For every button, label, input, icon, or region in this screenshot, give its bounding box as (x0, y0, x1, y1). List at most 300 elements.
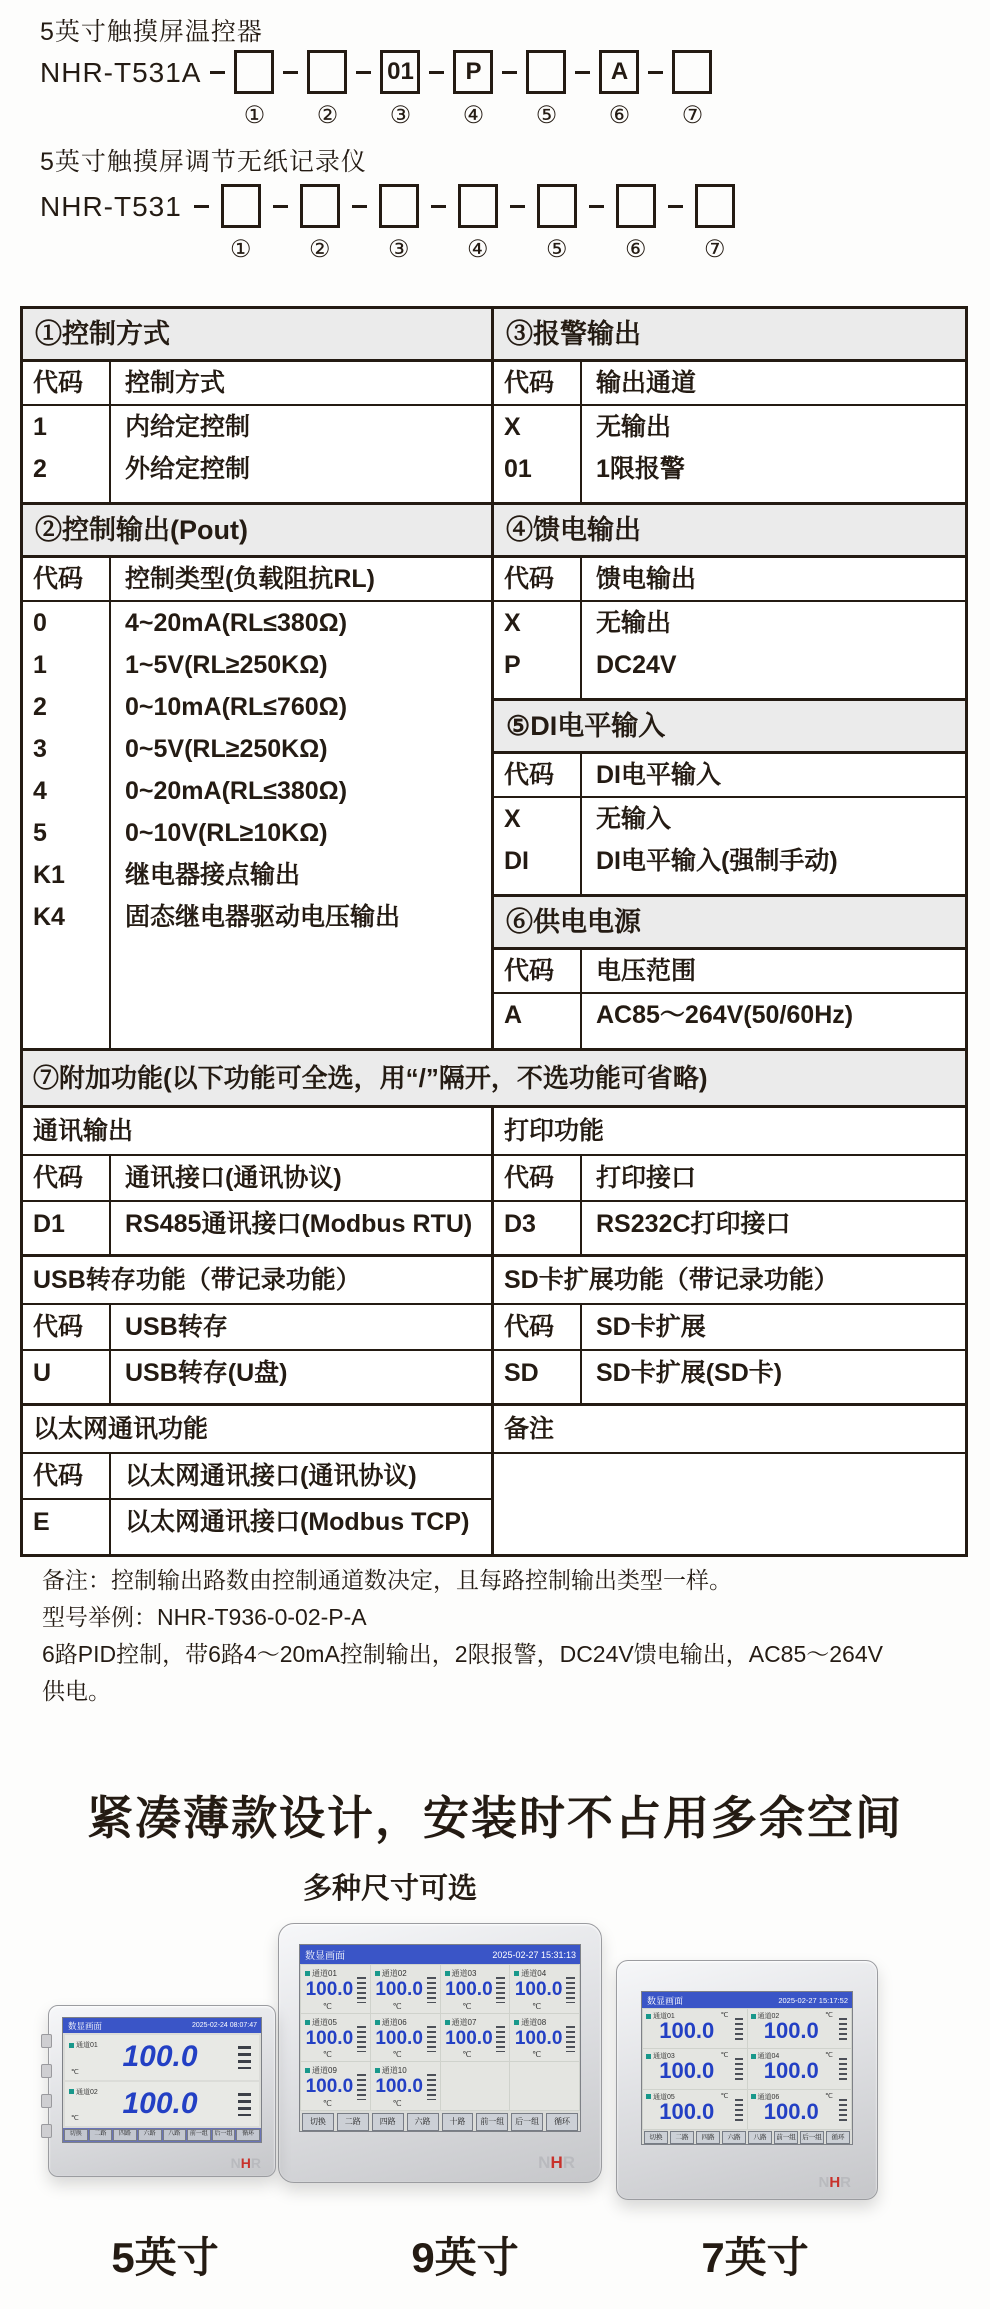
channel-status-icon (375, 2020, 380, 2025)
section-body (23, 558, 491, 1048)
channel-unit: ℃ (720, 2052, 729, 2060)
section-title: ⑤DI电平输入 (494, 701, 965, 754)
level-bars-icon (735, 2018, 743, 2042)
col-header-code: 代码 (494, 754, 580, 798)
channel-value: 100.0 (763, 2058, 819, 2084)
screen-titlebar (300, 1945, 580, 1964)
channel-label: 通道05 (305, 2017, 337, 2028)
dash (352, 205, 367, 208)
screen-button: 后一组 (511, 2113, 543, 2131)
code-cell: X (504, 413, 521, 441)
model-slot (221, 184, 261, 264)
code-column (23, 362, 111, 502)
channel-unit: ℃ (392, 2001, 402, 2011)
screen-button: 二路 (89, 2129, 113, 2141)
model-slot (453, 50, 493, 130)
code-column (494, 1305, 582, 1403)
channel-label: 通道02 (751, 2011, 780, 2021)
channel-cell (65, 2035, 259, 2080)
desc-cell: 外给定控制 (125, 455, 251, 483)
channel-label: 通道05 (646, 2092, 675, 2102)
col-header-code: 代码 (494, 1156, 580, 1202)
dash (502, 71, 517, 74)
screen-title: 数显画面 (68, 2020, 103, 2031)
model-slot (695, 184, 735, 264)
col-header-code: 代码 (23, 1305, 109, 1351)
screen-button: 切换 (644, 2131, 668, 2144)
level-bars-icon (839, 2099, 847, 2123)
code-cell: SD (504, 1359, 539, 1387)
channel-status-icon (514, 2020, 519, 2025)
desc-column (111, 1156, 491, 1254)
section-title: ②控制输出(Pout) (23, 505, 491, 558)
circled-number: ⑤ (546, 236, 568, 263)
group-print-function (494, 1108, 965, 1254)
size-label-7inch: 7英寸 (701, 2234, 809, 2281)
screen-title: 数显画面 (305, 1951, 345, 1962)
device-7inch (616, 1960, 878, 2200)
screen-button: 二路 (337, 2113, 369, 2131)
model-box (458, 184, 498, 228)
size-label-9inch: 9英寸 (411, 2234, 519, 2281)
screen-button-bar (642, 2131, 852, 2144)
channel-label: 通道01 (69, 2040, 98, 2050)
screen-button: 六路 (407, 2113, 439, 2131)
desc-column (582, 362, 965, 502)
channel-cell (643, 2090, 747, 2129)
model-slot (458, 184, 498, 264)
channel-cell (510, 2014, 579, 2062)
group-title: 备注 (494, 1406, 965, 1454)
spec-left-column (23, 309, 494, 1048)
channel-status-icon (305, 2068, 310, 2073)
circled-number: ① (243, 102, 266, 129)
channel-value: 100.0 (305, 2076, 354, 2098)
col-header-code: 代码 (494, 362, 580, 406)
col-header-desc: 打印接口 (582, 1156, 965, 1202)
desc-column (111, 1305, 491, 1403)
desc-cell: 内给定控制 (125, 413, 251, 441)
channel-status-icon (69, 2089, 74, 2094)
channel-label: 通道04 (751, 2051, 780, 2061)
channel-value: 100.0 (122, 2040, 198, 2074)
model-box (616, 184, 656, 228)
screen-button-bar (63, 2128, 261, 2142)
code-column (494, 362, 582, 502)
channel-value: 100.0 (305, 1979, 354, 2000)
code-cell: D3 (504, 1210, 536, 1238)
channel-value: 100.0 (122, 2086, 198, 2120)
channel-cell (441, 1965, 510, 2013)
level-bars-icon (238, 2093, 251, 2116)
level-bars-icon (427, 2026, 436, 2052)
remark-empty-cell (494, 1454, 965, 1554)
channel-label: 通道08 (514, 2017, 546, 2028)
model-slot (537, 184, 577, 264)
channel-label: 通道06 (375, 2017, 407, 2028)
model-slot (234, 50, 274, 130)
screen-button: 十路 (442, 2113, 474, 2131)
screen-button: 六路 (722, 2131, 746, 2144)
channel-label: 通道02 (69, 2087, 98, 2097)
dash (668, 205, 683, 208)
desc-cell: 无输入 (596, 805, 672, 833)
section-title: ③报警输出 (494, 309, 965, 362)
channel-label: 通道04 (514, 1968, 546, 1979)
col-header-desc: 通讯接口(通讯协议) (111, 1156, 491, 1202)
channel-cell (371, 2014, 440, 2062)
screen-button: 循环 (826, 2131, 850, 2144)
code-cell: U (33, 1359, 52, 1387)
desc-column (582, 754, 965, 894)
connector-tab (41, 2064, 52, 2078)
model-box (300, 184, 340, 228)
note-line: 备注：控制输出路数由控制通道数决定，且每路控制输出类型一样。 (42, 1567, 732, 1593)
model-slot (616, 184, 656, 264)
channel-unit: ℃ (825, 2092, 833, 2100)
level-bars-icon (357, 1977, 366, 2003)
desc-column (582, 1305, 965, 1403)
group-comm-output (23, 1108, 494, 1254)
desc-column (111, 362, 491, 502)
channel-value: 100.0 (445, 2027, 493, 2049)
channel-unit: ℃ (322, 2099, 332, 2108)
section-di-input (494, 698, 965, 894)
channel-status-icon (445, 1971, 450, 1976)
desc-column (111, 558, 491, 1048)
circled-number: ⑤ (535, 102, 558, 129)
dash (589, 205, 604, 208)
code-cell: K4 (33, 903, 65, 931)
section-body (494, 558, 965, 698)
note-line: 型号举例：NHR-T936-0-02-P-A (42, 1604, 367, 1630)
channel-unit: ℃ (720, 2012, 729, 2019)
model-slot (526, 50, 566, 130)
channel-label: 通道03 (646, 2051, 675, 2061)
dash (273, 205, 288, 208)
screen-button: 二路 (670, 2131, 694, 2144)
channel-status-icon (375, 1971, 380, 1976)
model-prefix: NHR-T531A (40, 57, 202, 88)
channel-label: 通道03 (445, 1968, 477, 1979)
code-cell: E (33, 1508, 50, 1536)
model-box (672, 50, 712, 94)
code-cell: D1 (33, 1210, 65, 1238)
desc-cell: RS485通讯接口(Modbus RTU) (125, 1210, 473, 1238)
section-body (23, 362, 491, 502)
connector-tab (41, 2124, 52, 2138)
device-9inch (278, 1923, 602, 2183)
dash (356, 71, 371, 74)
channel-cell (643, 2009, 747, 2048)
group-comm-print (23, 1105, 965, 1254)
channel-cell (301, 1965, 370, 2013)
page-title-recorder: 5英寸触摸屏调节无纸记录仪 (40, 148, 367, 176)
desc-cell: 继电器接点输出 (125, 861, 301, 889)
screen-button: 切换 (302, 2113, 334, 2131)
group-ethernet-remark (23, 1403, 965, 1554)
col-header-desc: SD卡扩展 (582, 1305, 965, 1351)
nhr-logo: NHR (230, 2155, 261, 2171)
group-usb-sd (23, 1254, 965, 1403)
channel-cell (371, 2062, 440, 2110)
screen-button: 后一组 (212, 2129, 236, 2141)
channel-unit: ℃ (71, 2068, 79, 2076)
code-cell: DI (504, 847, 529, 875)
dash (283, 71, 298, 74)
model-box (537, 184, 577, 228)
dash (429, 71, 444, 74)
circled-number: ① (230, 236, 252, 263)
code-column (23, 1454, 111, 1554)
channel-value: 100.0 (375, 1979, 423, 2000)
col-header-desc: 控制方式 (111, 362, 491, 406)
dash (510, 205, 525, 208)
col-header-code: 代码 (23, 1156, 109, 1202)
channel-status-icon (445, 2020, 450, 2025)
circled-number: ③ (388, 236, 410, 263)
desc-cell: 0~20mA(RL≤380Ω) (125, 777, 348, 805)
channel-label: 通道01 (305, 1968, 337, 1979)
channel-cell (748, 2049, 852, 2088)
model-code-line-1 (40, 50, 712, 130)
model-slot (380, 50, 420, 130)
desc-column (582, 1156, 965, 1254)
model-box (526, 50, 566, 94)
code-cell: X (504, 609, 521, 637)
channel-grid (63, 2033, 261, 2128)
model-box: P (453, 50, 493, 94)
code-column (23, 558, 111, 1048)
code-cell: A (504, 1001, 523, 1029)
screen-button: 切换 (64, 2129, 88, 2141)
notes-block (42, 1562, 962, 1710)
channel-grid (300, 1964, 580, 2111)
code-column (494, 754, 582, 894)
code-cell: 2 (33, 693, 47, 721)
connector-tab (41, 2034, 52, 2048)
screen-timestamp: 2025-02-27 15:31:13 (492, 1949, 576, 1960)
col-header-code: 代码 (23, 1454, 109, 1500)
channel-value: 100.0 (763, 2098, 819, 2124)
channel-cell (643, 2049, 747, 2088)
dash (575, 71, 590, 74)
screen-button: 循环 (546, 2113, 578, 2131)
banner-heading: 紧凑薄款设计，安装时不占用多余空间 (87, 1792, 903, 1844)
screen-button: 前一组 (774, 2131, 798, 2144)
col-header-code: 代码 (494, 1305, 580, 1351)
level-bars-icon (427, 1977, 436, 2003)
screen-button-bar (300, 2113, 580, 2131)
level-bars-icon (839, 2018, 847, 2042)
connector-tab (41, 2094, 52, 2108)
spec-table-main (23, 309, 965, 1048)
col-header-desc: 输出通道 (582, 362, 965, 406)
channel-label: 通道02 (375, 1968, 407, 1979)
banner-subheading: 多种尺寸可选 (302, 1873, 477, 1905)
channel-value: 100.0 (305, 2027, 354, 2049)
code-cell: K1 (33, 861, 65, 889)
group-usb-transfer (23, 1257, 494, 1403)
channel-label: 通道01 (646, 2011, 675, 2021)
screen-button: 前一组 (476, 2113, 508, 2131)
level-bars-icon (496, 1977, 505, 2003)
nhr-logo: NHR (538, 2153, 575, 2172)
level-bars-icon (427, 2074, 436, 2100)
note-line: 6路PID控制，带6路4～20mA控制输出，2限报警，DC24V馈电输出，AC85～264V (42, 1641, 883, 1667)
screen-button: 四路 (113, 2129, 137, 2141)
channel-unit: ℃ (71, 2115, 79, 2122)
screen-button: 循环 (236, 2129, 260, 2141)
channel-cell (301, 2014, 370, 2062)
desc-cell: 无输出 (596, 609, 672, 637)
code-cell: P (504, 651, 521, 679)
channel-value: 100.0 (514, 1979, 563, 2000)
desc-cell: 1限报警 (596, 455, 685, 483)
dash (210, 71, 225, 74)
channel-cell (510, 1965, 579, 2013)
circled-number: ⑥ (625, 236, 647, 263)
level-bars-icon (496, 2026, 505, 2052)
desc-cell: DC24V (596, 651, 677, 679)
col-header-desc: 电压范围 (582, 950, 965, 994)
product-photo-stage (0, 1910, 990, 2220)
circled-number: ④ (467, 236, 489, 263)
section-control-mode (23, 309, 491, 502)
section-title: ①控制方式 (23, 309, 491, 362)
screen-timestamp: 2025-02-24 08:07:47 (192, 2022, 257, 2029)
screen-timestamp: 2025-02-27 15:17:52 (778, 1995, 848, 2005)
channel-status-icon (375, 2068, 380, 2073)
code-cell: 3 (33, 735, 47, 763)
screen-button: 四路 (696, 2131, 720, 2144)
desc-cell: SD卡扩展(SD卡) (596, 1359, 783, 1387)
desc-cell: DI电平输入(强制手动) (596, 847, 838, 875)
group-body (23, 1305, 491, 1403)
channel-unit: ℃ (532, 2001, 542, 2011)
col-header-desc: 馈电输出 (582, 558, 965, 602)
channel-cell (301, 2062, 370, 2110)
device-5inch-screen (62, 2017, 262, 2143)
col-header-code: 代码 (494, 558, 580, 602)
section-title: ⑥供电电源 (494, 897, 965, 950)
code-cell: 0 (33, 609, 47, 637)
channel-label: 通道09 (305, 2065, 337, 2076)
col-header-desc: 以太网通讯接口(通讯协议) (111, 1454, 491, 1500)
channel-status-icon (305, 1971, 310, 1976)
circled-number: ② (316, 102, 339, 129)
size-label-5inch: 5英寸 (111, 2234, 219, 2281)
channel-label: 通道07 (445, 2017, 477, 2028)
note-line: 供电。 (42, 1678, 111, 1704)
desc-column (111, 1454, 491, 1554)
circled-number: ④ (462, 102, 485, 129)
group-body (23, 1454, 491, 1554)
screen-button: 六路 (138, 2129, 162, 2141)
model-box: 01 (380, 50, 420, 94)
code-cell: 2 (33, 455, 47, 483)
channel-unit: ℃ (720, 2092, 729, 2100)
model-slot (599, 50, 639, 130)
model-slot (672, 50, 712, 130)
group-body (494, 1156, 965, 1254)
channel-cell (748, 2009, 852, 2048)
desc-cell: USB转存(U盘) (125, 1359, 288, 1387)
code-cell: 4 (33, 777, 47, 805)
channel-cell (441, 2014, 510, 2062)
model-box: A (599, 50, 639, 94)
device-7inch-screen (641, 1991, 853, 2145)
level-bars-icon (357, 2026, 366, 2052)
device-9inch-screen (299, 1944, 581, 2132)
channel-cell-empty (510, 2062, 579, 2110)
circled-number: ② (309, 236, 331, 263)
model-box (695, 184, 735, 228)
col-header-desc: USB转存 (111, 1305, 491, 1351)
channel-cell (65, 2082, 259, 2127)
screen-button: 八路 (748, 2131, 772, 2144)
screen-button: 八路 (163, 2129, 187, 2141)
level-bars-icon (735, 2099, 743, 2123)
model-box (221, 184, 261, 228)
channel-unit: ℃ (825, 2052, 833, 2060)
channel-unit: ℃ (462, 2001, 472, 2011)
level-bars-icon (735, 2058, 743, 2082)
desc-cell: 0~10mA(RL≤760Ω) (125, 693, 348, 721)
level-bars-icon (238, 2046, 251, 2069)
model-code-line-2 (40, 184, 735, 264)
screen-button: 四路 (372, 2113, 404, 2131)
section-additional-functions-title: ⑦附加功能(以下功能可全选，用“/”隔开，不选功能可省略) (23, 1048, 965, 1105)
level-bars-icon (566, 1977, 575, 2003)
code-column (494, 558, 582, 698)
section-body (494, 950, 965, 1048)
channel-value: 100.0 (659, 2058, 715, 2084)
col-header-code: 代码 (23, 362, 109, 406)
desc-cell: 1~5V(RL≥250KΩ) (125, 651, 328, 679)
channel-value: 100.0 (514, 2027, 563, 2049)
code-cell: 5 (33, 819, 47, 847)
channel-unit: ℃ (532, 2050, 542, 2060)
channel-cell (748, 2090, 852, 2129)
section-alarm-output (494, 309, 965, 502)
level-bars-icon (839, 2058, 847, 2082)
section-power-supply (494, 894, 965, 1048)
channel-cell (371, 1965, 440, 2013)
group-ethernet (23, 1406, 494, 1554)
group-title: SD卡扩展功能（带记录功能） (494, 1257, 965, 1305)
channel-unit: ℃ (322, 2050, 332, 2060)
code-column (494, 950, 582, 1048)
channel-value: 100.0 (763, 2018, 819, 2043)
page-title-controller: 5英寸触摸屏温控器 (40, 18, 263, 46)
col-header-desc: 控制类型(负载阻抗RL) (111, 558, 491, 602)
device-5inch (48, 2005, 276, 2177)
desc-cell: 0~10V(RL≥10KΩ) (125, 819, 328, 847)
channel-status-icon (69, 2043, 74, 2048)
group-title: USB转存功能（带记录功能） (23, 1257, 491, 1305)
code-cell: 1 (33, 651, 47, 679)
channel-value: 100.0 (375, 2027, 423, 2049)
model-box (307, 50, 347, 94)
code-cell: 01 (504, 455, 532, 483)
desc-cell: 以太网通讯接口(Modbus TCP) (125, 1508, 470, 1536)
dash (194, 205, 209, 208)
code-cell: X (504, 805, 521, 833)
section-control-output (23, 502, 491, 1048)
section-feed-output (494, 502, 965, 698)
circled-number: ⑦ (704, 236, 726, 263)
